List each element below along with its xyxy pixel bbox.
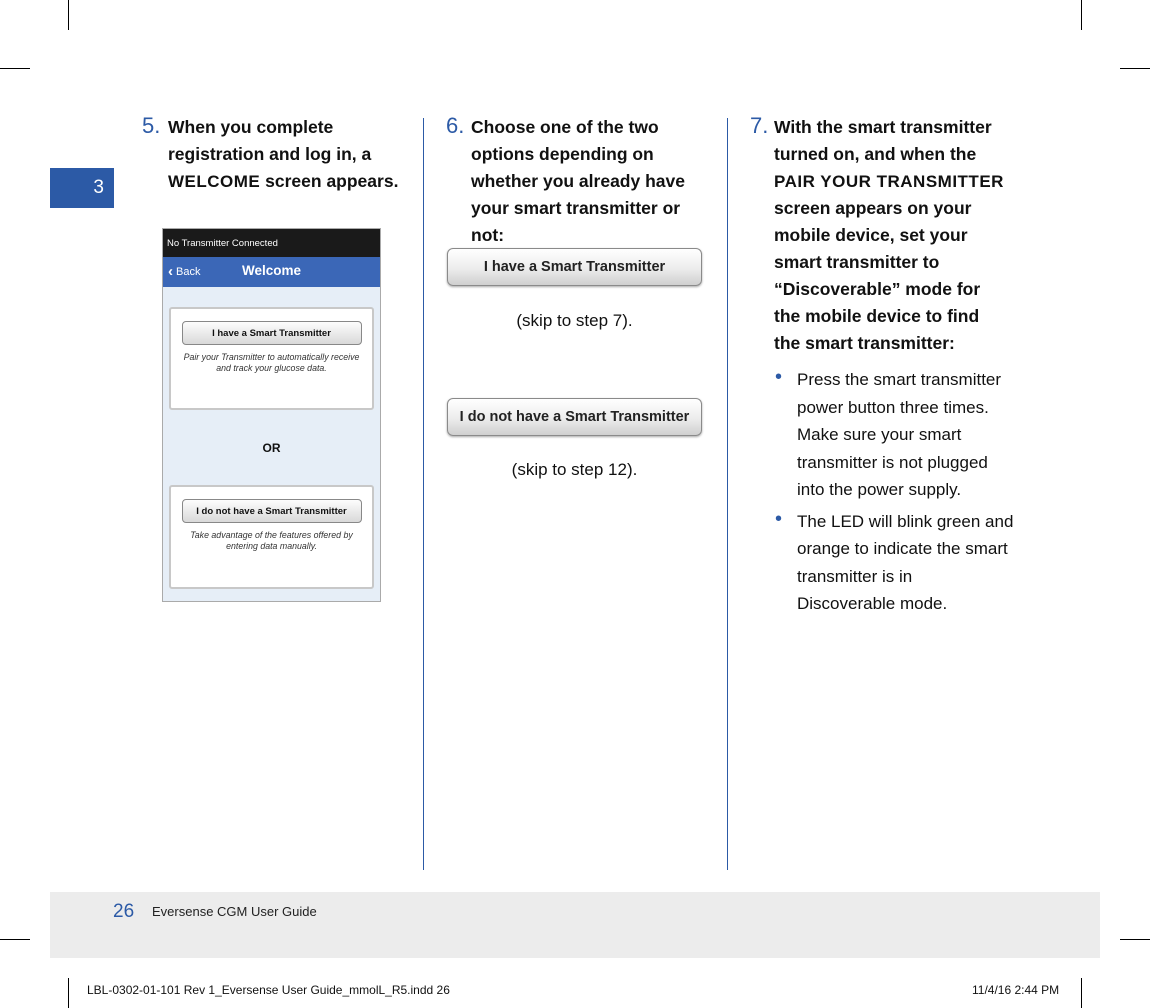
- column-divider: [423, 118, 424, 870]
- crop-mark: [1120, 68, 1150, 69]
- step-6-text: Choose one of the two options depending on whether you already have your smart transmitter or not:: [471, 117, 685, 245]
- phone-status-bar: No Transmitter Connected: [163, 229, 380, 257]
- print-slug-left: LBL-0302-01-101 Rev 1_Eversense User Guide_mmolL_R5.indd 26: [87, 983, 450, 997]
- phone-or-label: OR: [262, 441, 281, 455]
- page-number: 26: [113, 901, 135, 922]
- phone-card-not-have: [169, 485, 374, 589]
- bullet-icon: •: [775, 507, 783, 530]
- skip-to-step-7: (skip to step 7).: [516, 311, 633, 330]
- crop-mark: [1120, 939, 1150, 940]
- crop-mark: [1081, 0, 1082, 30]
- skip-to-step-12: (skip to step 12).: [511, 460, 638, 479]
- phone-nav-bar: [163, 257, 380, 287]
- phone-card-have: [169, 307, 374, 410]
- crop-mark: [0, 939, 30, 940]
- crop-mark: [1081, 978, 1082, 1008]
- list-item: [775, 508, 1015, 618]
- step-5-text: [168, 114, 418, 195]
- phone-not-have-description: Take advantage of the features offered by entering data manually.: [190, 530, 353, 551]
- step-7-bullets: [775, 366, 1015, 622]
- step-5-number: 5.: [142, 113, 161, 138]
- bullet-icon: •: [775, 366, 783, 388]
- footer-band: [50, 892, 1100, 958]
- crop-mark: [68, 978, 69, 1008]
- list-item: [775, 366, 1015, 504]
- have-transmitter-button[interactable]: I have a Smart Transmitter: [447, 248, 702, 286]
- column-divider: [727, 118, 728, 870]
- step-5-text-b: screen appears.: [265, 171, 399, 191]
- step-7-number: 7.: [750, 113, 769, 138]
- phone-back-label: Back: [176, 265, 201, 278]
- chapter-tab: 3: [50, 168, 114, 208]
- step-6-number: 6.: [446, 113, 465, 138]
- step-7-text-b: screen appears on your mobile device, set your smart transmitter to “Discoverable” mode for the mobile device to find the smart transmitter:: [774, 198, 981, 353]
- print-slug-right: 11/4/16 2:44 PM: [972, 983, 1060, 997]
- step-7-text-a: With the smart transmitter turned on, and when the: [774, 117, 992, 164]
- step-7-text: [774, 114, 1009, 357]
- step-5-caps: WELCOME: [168, 172, 261, 191]
- phone-have-description: Pair your Transmitter to automatically receive and track your glucose data.: [183, 352, 360, 373]
- phone-welcome-screen: [162, 228, 381, 602]
- not-have-transmitter-button[interactable]: I do not have a Smart Transmitter: [447, 398, 702, 436]
- step-5-text-a: When you complete registration and log in, a: [168, 117, 372, 164]
- guide-title: Eversense CGM User Guide: [152, 904, 317, 919]
- crop-mark: [0, 68, 30, 69]
- phone-have-transmitter-button[interactable]: I have a Smart Transmitter: [182, 321, 362, 345]
- step-7-caps: PAIR YOUR TRANSMITTER: [774, 172, 1004, 191]
- phone-title: Welcome: [241, 263, 302, 278]
- bullet-text: The LED will blink green and orange to indicate the smart transmitter is in Discoverable mode.: [797, 511, 1014, 613]
- crop-mark: [68, 0, 69, 30]
- chevron-left-icon: ‹: [168, 263, 173, 280]
- bullet-text: Press the smart transmitter power button three times. Make sure your smart transmitter is not plugged into the power supply.: [797, 370, 1002, 499]
- phone-not-have-transmitter-button[interactable]: I do not have a Smart Transmitter: [182, 499, 362, 523]
